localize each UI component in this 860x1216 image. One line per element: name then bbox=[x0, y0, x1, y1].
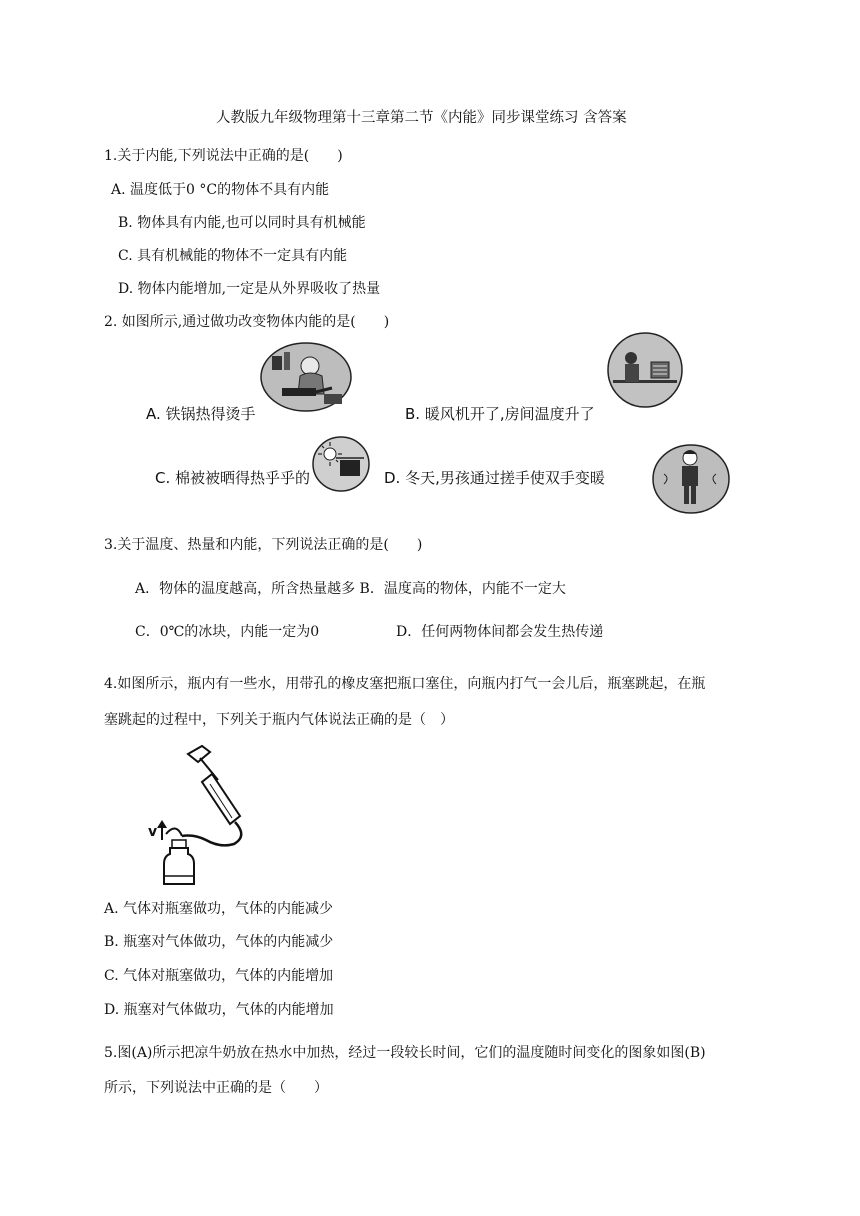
q3-stem: 3.关于温度、热量和内能，下列说法正确的是( ) bbox=[104, 537, 423, 553]
page-title: 人教版九年级物理第十三章第二节《内能》同步课堂练习 含答案 bbox=[216, 110, 627, 126]
q3-option-d: D．任何两物体间都会发生热传递 bbox=[396, 624, 604, 640]
q2-option-d: D. 冬天,男孩通过搓手使双手变暖 bbox=[384, 469, 605, 487]
q2-option-c: C. 棉被被晒得热乎乎的 bbox=[155, 469, 311, 487]
cooking-pot-illustration bbox=[260, 342, 352, 412]
q2-stem: 2. 如图所示,通过做功改变物体内能的是( ) bbox=[104, 314, 390, 330]
q4-stem-line2: 塞跳起的过程中，下列关于瓶内气体说法正确的是（ ） bbox=[104, 712, 454, 728]
q2-option-b: B. 暖风机开了,房间温度升了 bbox=[405, 405, 595, 423]
boy-rubbing-hands-illustration bbox=[652, 444, 730, 514]
q4-option-c: C. 气体对瓶塞做功，气体的内能增加 bbox=[104, 968, 334, 984]
q3-options-a-b: A．物体的温度越高，所含热量越多 B．温度高的物体，内能不一定大 bbox=[135, 581, 566, 597]
heater-room-illustration bbox=[607, 332, 683, 408]
sun-quilt-illustration bbox=[312, 436, 370, 492]
q1-stem: 1.关于内能,下列说法中正确的是( ) bbox=[104, 148, 343, 164]
q1-option-d: D. 物体内能增加,一定是从外界吸收了热量 bbox=[118, 281, 381, 297]
q1-option-a: A. 温度低于0 °C的物体不具有内能 bbox=[111, 182, 330, 198]
bottle-pump-figure bbox=[140, 744, 260, 886]
q4-option-b: B. 瓶塞对气体做功，气体的内能减少 bbox=[104, 934, 334, 950]
q5-stem-line2: 所示，下列说法中正确的是（ ） bbox=[104, 1080, 328, 1096]
q2-option-a: A. 铁锅热得烫手 bbox=[146, 405, 256, 423]
q4-option-a: A. 气体对瓶塞做功，气体的内能减少 bbox=[104, 901, 334, 917]
q3-option-c: C．0℃的冰块，内能一定为0 bbox=[135, 624, 320, 640]
q5-stem-line1: 5.图(A)所示把凉牛奶放在热水中加热，经过一段较长时间，它们的温度随时间变化的图象如图(B) bbox=[104, 1045, 706, 1061]
q1-option-c: C. 具有机械能的物体不一定具有内能 bbox=[118, 248, 348, 264]
velocity-label: v bbox=[148, 824, 158, 840]
q4-stem-line1: 4.如图所示，瓶内有一些水，用带孔的橡皮塞把瓶口塞住，向瓶内打气一会儿后，瓶塞跳起，在瓶 bbox=[104, 676, 706, 692]
q1-option-b: B. 物体具有内能,也可以同时具有机械能 bbox=[118, 215, 366, 231]
q4-option-d: D. 瓶塞对气体做功，气体的内能增加 bbox=[104, 1002, 334, 1018]
